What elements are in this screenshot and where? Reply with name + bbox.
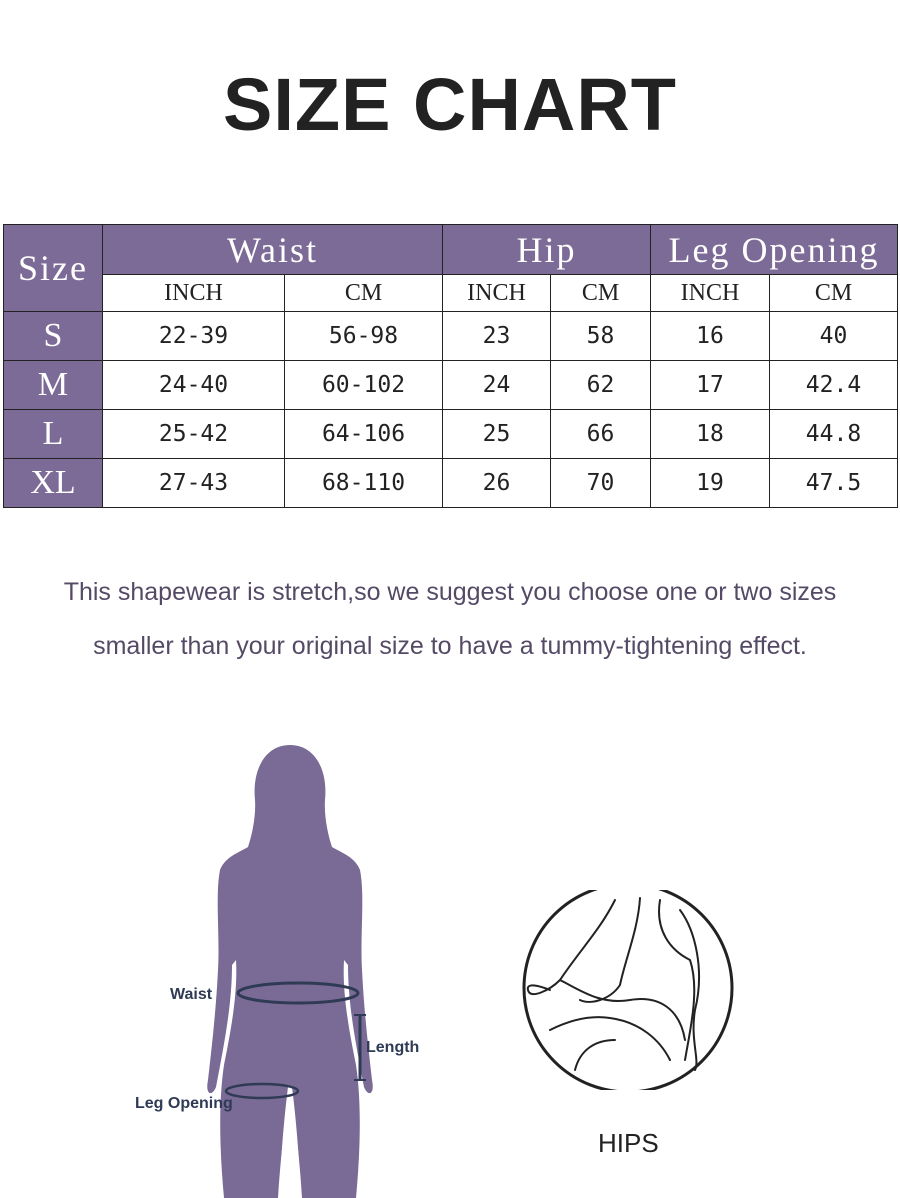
sizing-note-line-2: smaller than your original size to have a tummy-tightening effect. <box>93 632 807 660</box>
table-cell: 70 <box>551 459 651 508</box>
length-label: Length <box>366 1039 420 1056</box>
table-cell: 16 <box>651 312 770 361</box>
unit-header: INCH <box>103 275 285 312</box>
table-cell: 40 <box>770 312 898 361</box>
hips-illustration <box>520 890 740 1090</box>
unit-header: CM <box>285 275 443 312</box>
hips-label: HIPS <box>598 1128 659 1158</box>
table-cell: 56-98 <box>285 312 443 361</box>
table-cell: 27-43 <box>103 459 285 508</box>
table-cell: 66 <box>551 410 651 459</box>
table-cell: 62 <box>551 361 651 410</box>
unit-header: INCH <box>443 275 551 312</box>
table-row <box>4 361 898 410</box>
size-label: S <box>4 312 103 361</box>
size-column-header: Size <box>4 225 103 312</box>
table-row <box>4 459 898 508</box>
size-chart-table <box>3 224 898 508</box>
table-cell: 25 <box>443 410 551 459</box>
table-cell: 26 <box>443 459 551 508</box>
table-cell: 58 <box>551 312 651 361</box>
leg-opening-label: Leg Opening <box>135 1095 233 1112</box>
hip-group-header: Hip <box>443 225 651 275</box>
table-cell: 42.4 <box>770 361 898 410</box>
table-cell: 18 <box>651 410 770 459</box>
table-cell: 60-102 <box>285 361 443 410</box>
unit-header: CM <box>770 275 898 312</box>
table-cell: 23 <box>443 312 551 361</box>
leg-opening-group-header: Leg Opening <box>651 225 898 275</box>
table-row <box>4 410 898 459</box>
table-cell: 68-110 <box>285 459 443 508</box>
table-cell: 19 <box>651 459 770 508</box>
waist-label: Waist <box>170 986 213 1003</box>
body-silhouette-illustration <box>120 735 460 1198</box>
table-cell: 44.8 <box>770 410 898 459</box>
table-cell: 24 <box>443 361 551 410</box>
waist-group-header: Waist <box>103 225 443 275</box>
unit-header: CM <box>551 275 651 312</box>
sizing-note-line-1: This shapewear is stretch,so we suggest you choose one or two sizes <box>63 578 837 606</box>
size-label: XL <box>4 459 103 508</box>
table-cell: 17 <box>651 361 770 410</box>
page-title: SIZE CHART <box>223 63 677 146</box>
unit-header: INCH <box>651 275 770 312</box>
table-cell: 22-39 <box>103 312 285 361</box>
table-cell: 24-40 <box>103 361 285 410</box>
table-cell: 25-42 <box>103 410 285 459</box>
table-cell: 47.5 <box>770 459 898 508</box>
table-cell: 64-106 <box>285 410 443 459</box>
size-label: L <box>4 410 103 459</box>
size-label: M <box>4 361 103 410</box>
hips-circle <box>524 890 732 1090</box>
table-row <box>4 312 898 361</box>
